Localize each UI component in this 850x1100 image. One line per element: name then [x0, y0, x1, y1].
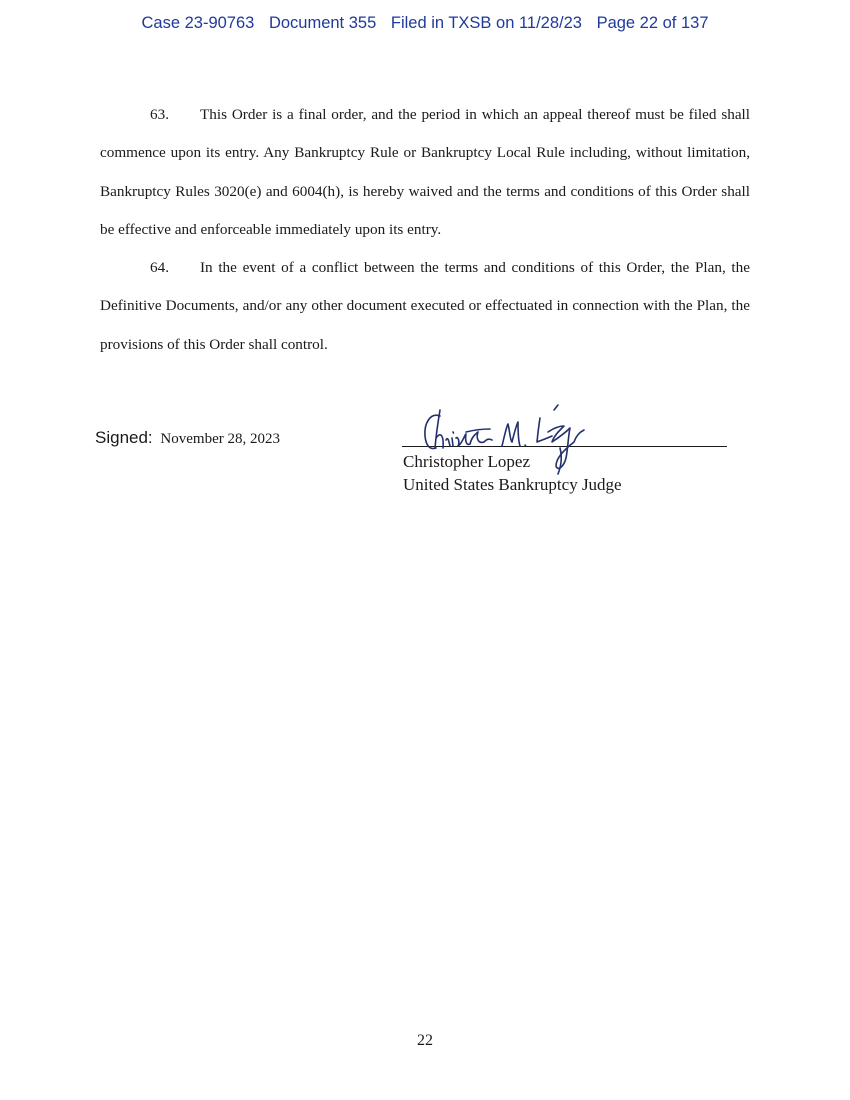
paragraph-number: 64. [150, 259, 169, 277]
filed-date: Filed in TXSB on 11/28/23 [390, 14, 582, 32]
document-number: Document 355 [268, 14, 377, 32]
signed-date-block [95, 428, 280, 448]
filing-header [0, 14, 850, 33]
paragraph-64 [100, 249, 750, 364]
judge-title: United States Bankruptcy Judge [403, 475, 622, 494]
paragraph-63 [100, 96, 750, 249]
case-number: Case 23-90763 [141, 14, 255, 32]
paragraph-text: In the event of a conflict between the terms and conditions of this Order, the Plan, the Definitive Documents, and/or any other document executed or effectuated in connection with the Plan, the provisions of this Order shall control. [100, 259, 750, 353]
signed-label: Signed: [95, 428, 153, 447]
order-body [100, 96, 750, 364]
signed-date: November 28, 2023 [160, 431, 280, 447]
paragraph-text: This Order is a final order, and the period in which an appeal thereof must be filed shall commence upon its entry. Any Bankruptcy Rule or Bankruptcy Local Rule including, without limitation, Bankruptcy Rules 3020(e) and 6004(h), is hereby waived and the terms and conditions of this Order shall be effective and enforceable immediately upon its entry. [100, 106, 750, 238]
page-count: Page 22 of 137 [596, 14, 709, 32]
judge-name: Christopher Lopez [403, 452, 530, 471]
page-number: 22 [417, 1032, 433, 1049]
paragraph-number: 63. [150, 106, 169, 123]
